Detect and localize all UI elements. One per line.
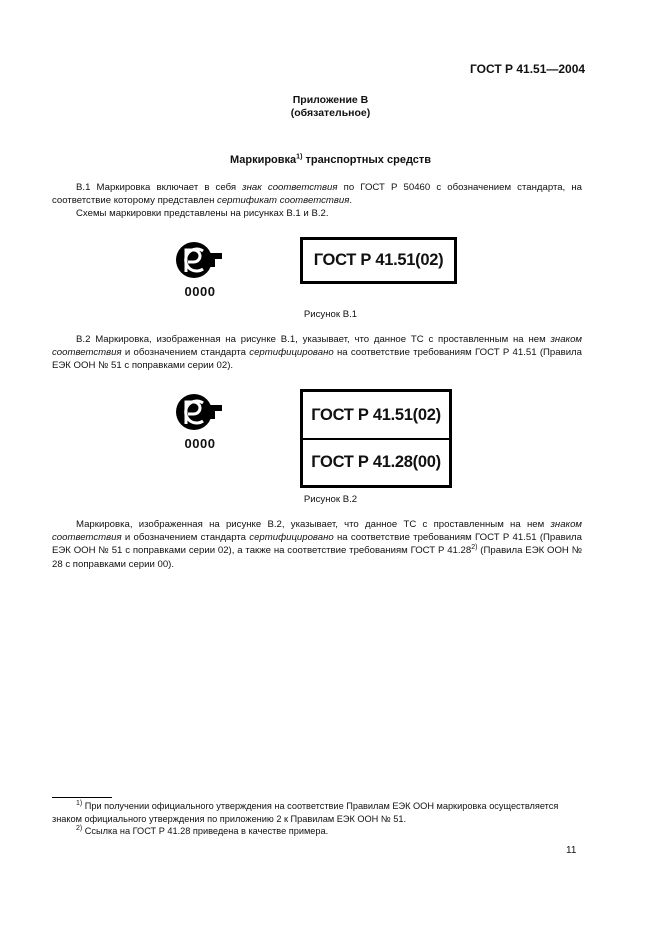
emphasis: сертификат соответствия — [217, 195, 350, 207]
paragraph-b2-explanation — [52, 518, 582, 571]
section-title-rest: транспортных средств — [302, 154, 432, 166]
footnote-text: При получении официального утверждения на соответствие Правилам ЕЭК ООН маркировка осуществляется знаком официального утверждения по приложению 2 к Правилам ЕЭК ООН № 51. — [52, 801, 559, 824]
logo-number: 0000 — [184, 284, 216, 299]
emphasis: знаком соответствия — [52, 519, 582, 544]
section-title-main: Маркировка — [229, 154, 297, 166]
text: . — [349, 195, 353, 207]
footnote-2 — [52, 825, 582, 838]
mark-box-gost-41-51: ГОСТ Р 41.51(02) — [300, 237, 457, 284]
figure-caption-b2: Рисунок В.2 — [303, 494, 358, 505]
footnote-mark: 2) — [76, 824, 83, 832]
footnote-ref-1: 1) — [296, 153, 303, 161]
logo-number: 0000 — [184, 436, 216, 451]
emphasis: знаком соответствия — [52, 334, 582, 359]
footnote-divider — [52, 797, 112, 798]
text: В.1 Маркировка включает в себя — [76, 182, 243, 193]
mark-box-gost-41-28: ГОСТ Р 41.28(00) — [303, 438, 449, 484]
footnote-mark: 1) — [76, 799, 83, 807]
footnote-text: Ссылка на ГОСТ Р 41.28 приведена в качестве примера. — [82, 826, 329, 836]
paragraph-b1 — [52, 181, 582, 207]
emphasis: знак соответствия — [242, 182, 338, 193]
page-number: 11 — [566, 845, 577, 856]
emphasis: сертифицировано — [249, 532, 334, 544]
footnote-ref-2: 2) — [471, 544, 478, 552]
rst-conformity-mark — [174, 392, 226, 462]
text: Маркировка, изображенная на рисунке В.2, указывает, что данное ТС с проставленным на нем — [76, 519, 551, 530]
figure-caption-b1: Рисунок В.1 — [303, 309, 358, 320]
emphasis: сертифицировано — [249, 347, 334, 359]
text: В.2 Маркировка, изображенная на рисунке В.1, указывает, что данное ТС с проставленным на нем — [76, 334, 551, 345]
rst-logo-icon — [174, 392, 226, 436]
annex-status: (обязательное) — [290, 107, 371, 119]
rst-conformity-mark — [174, 240, 226, 310]
paragraph-schemes — [52, 207, 582, 220]
text: Схемы маркировки представлены на рисунках В.1 и В.2. — [76, 208, 329, 219]
mark-box-gost-41-51: ГОСТ Р 41.51(02) — [311, 405, 441, 424]
text: по ГОСТ Р 50460 с обозначением стандарта, на соответствие которому представлен — [52, 182, 582, 207]
mark-stack — [300, 389, 452, 488]
rst-logo-icon — [174, 240, 226, 284]
annex-title: Приложение В — [292, 94, 369, 106]
section-title — [0, 154, 661, 166]
footnote-1 — [52, 800, 582, 825]
text: на соответствие требованиям ГОСТ Р 41.51 (Правила ЕЭК ООН № 51 с поправками серии 02), а также на соответствие требованиям ГОСТ Р 41.28 — [52, 532, 582, 557]
text: (Правила ЕЭК ООН № 28 с поправками серии 00). — [52, 545, 582, 570]
text: и обозначением стандарта — [121, 347, 250, 359]
document-code: ГОСТ Р 41.51—2004 — [470, 62, 586, 76]
paragraph-b2 — [52, 333, 582, 373]
text: на соответствие требованиям ГОСТ Р 41.51 (Правила ЕЭК ООН № 51 с поправками серии 02). — [52, 347, 582, 372]
annex-heading — [0, 94, 661, 120]
text: и обозначением стандарта — [121, 532, 250, 544]
